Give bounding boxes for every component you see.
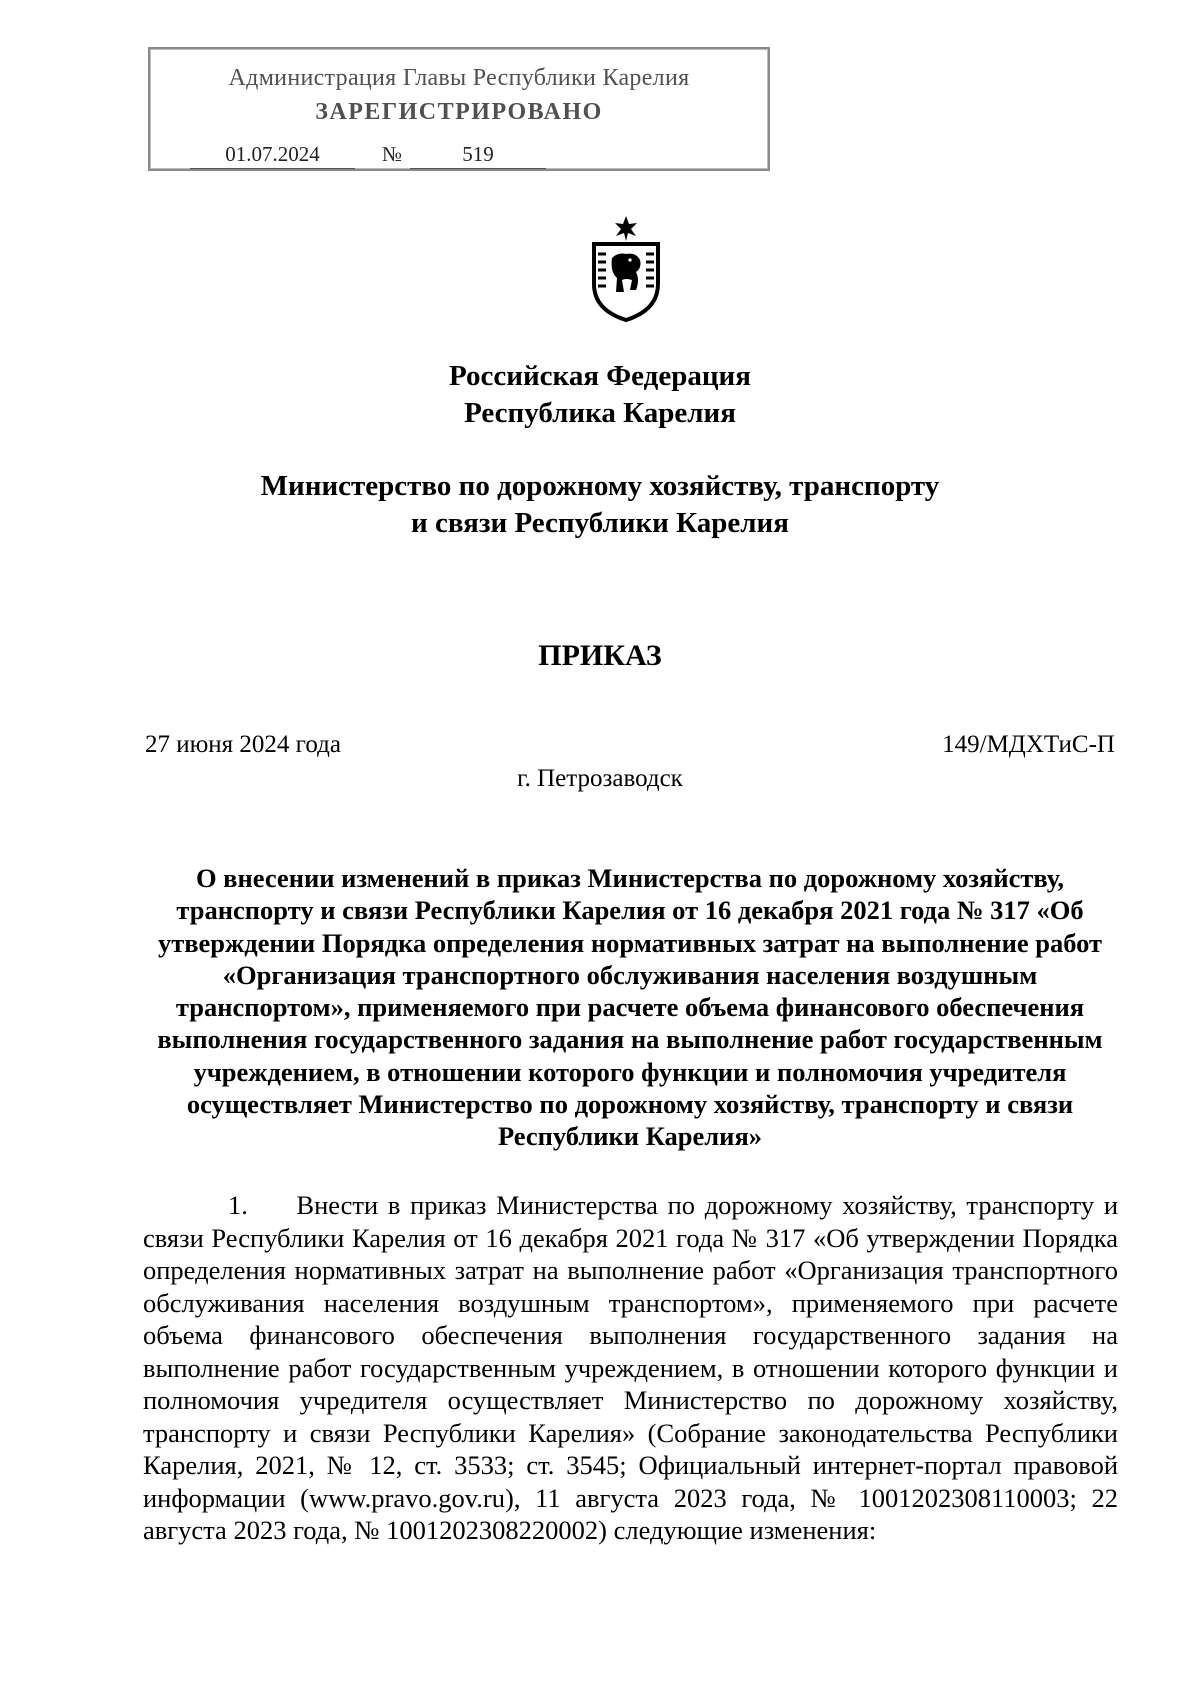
country-name: Российская Федерация (449, 360, 751, 392)
document-title: О внесении изменений в приказ Министерства по дорожному хозяйству, транспорту и связи Республики Карелия от 16 декабря 2021 года № 317 «Об утверждении Порядка определения нормативных затрат на выполнение работ «Организация транспортного обслуживания населения воздушным транспортом», применяемого при расчете объема финансового обеспечения выполнения государственного задания на выполнение работ государственным учреждением, в отношении которого функции и полномочия учредителя осуществляет Министерство по дорожному хозяйству, транспорту и связи Республики Карелия» (157, 863, 1103, 1152)
republic-name: Республика Карелия (464, 397, 736, 429)
ministry-heading (0, 468, 1200, 542)
stamp-status: ЗАРЕГИСТРИРОВАНО (315, 99, 603, 125)
ministry-line-1: Министерство по дорожному хозяйству, транспорту (260, 470, 940, 502)
karelia-coat-of-arms-icon (584, 214, 668, 324)
ministry-line-2: и связи Республики Карелия (411, 507, 789, 539)
stamp-organization: Администрация Главы Республики Карелия (228, 65, 690, 91)
stamp-number: 519 (410, 142, 546, 169)
stamp-date: 01.07.2024 (190, 142, 355, 169)
registration-stamp (148, 47, 770, 171)
document-type: ПРИКАЗ (538, 639, 662, 672)
country-heading (0, 358, 1200, 432)
paragraph-1-text: Внести в приказ Министерства по дорожному хозяйству, транспорту и связи Республики Карелия от 16 декабря 2021 года № 317 «Об утверждении Порядка определения нормативных затрат на выполнение работ «Организация транспортного обслуживания населения воздушным транспортом», применяемого при расчете объема финансового обеспечения выполнения государственного задания на выполнение работ государственным учреждением, в отношении которого функции и полномочия учредителя осуществляет Министерство по дорожному хозяйству, транспорту и связи Республики Карелия» (Собрание законодательства Республики Карелия, 2021, № 12, ст. 3533; ст. 3545; Официальный интернет-портал правовой информации (www.pravo.gov.ru), 11 августа 2023 года, № 1001202308110003; 22 августа 2023 года, № 1001202308220002) следующие изменения: (143, 1190, 1118, 1545)
stamp-number-sign: № (382, 142, 403, 166)
order-number: 149/МДХТиС-П (942, 731, 1115, 758)
paragraph-1-number: 1. (228, 1190, 248, 1220)
order-city: г. Петрозаводск (517, 765, 683, 792)
order-date: 27 июня 2024 года (145, 731, 341, 758)
paragraph-1 (143, 1189, 1118, 1547)
